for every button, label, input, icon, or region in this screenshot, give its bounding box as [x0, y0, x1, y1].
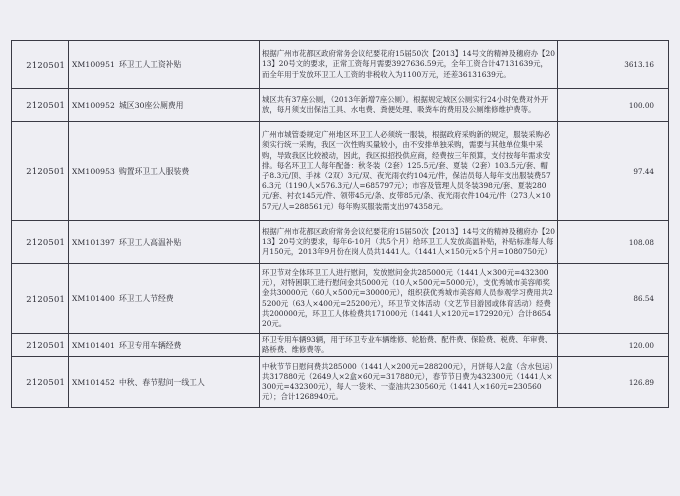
project-cell — [69, 41, 260, 89]
function-code: 2120501 — [12, 122, 69, 221]
amount: 100.00 — [558, 89, 669, 122]
project-cell — [69, 89, 260, 122]
project-cell — [69, 264, 260, 334]
project-description: 根据广州市花都区政府常务会议纪要花府15届50次【2013】14号文的精神及穗府办【2013】20号文的要求，正常工资每月需要3927636.59元，全年工资合计47131639元，而全年用于发放环卫工人工资的非税收入为1100万元，还差36131639元。 — [260, 41, 558, 89]
amount: 120.00 — [558, 334, 669, 357]
project-description: 环卫节对全体环卫工人进行慰问，发放慰问金共285000元（1441人×300元=432300元），对特困职工进行慰问金共5000元（10人×500元=5000元），支优秀城市美容师奖金共30000元（60人×500元=30000元），组织获优秀城市美容师人员参观学习费用共25200元（63人×400元=25200元），环卫节文体活动（文艺节目游园或体育活动）经费共200000元，环卫工人体检费共171000元（1441人×120元=172920元）合计865420元。 — [260, 264, 558, 334]
project-description: 城区共有37座公厕，（2013年新增7座公厕）。根据规定城区公厕实行24小时免费对外开放，每月须支出保洁工具、水电费、粪便处理、吸粪车的费用及公厕维修维护费等。 — [260, 89, 558, 122]
function-code: 2120501 — [12, 41, 69, 89]
project-cell — [69, 334, 260, 357]
project-description: 环卫专用车辆93辆，用于环卫专业车辆维修、轮胎费、配件费、保险费、税费、年审费、路桥费、维修费等。 — [260, 334, 558, 357]
function-code: 2120501 — [12, 357, 69, 408]
project-description: 根据广州市花都区政府常务会议纪要花府15届50次【2013】14号文的精神及穗府办【2013】20号文的要求，每年6-10月（共5个月）给环卫工人发放高温补贴，补贴标准每人每月150元，2013年9月份在岗人员共1441人。（1441人×150元×5个月=1080750元） — [260, 221, 558, 264]
project-description: 广州市城管委规定广州地区环卫工人必须统一服装，根据政府采购新的规定，服装采购必须实行统一采购，我区一次性购买量较小，由不安排单独采购，需要与其他单位集中采购，导致我区比较被动，因此，我区拟招投供应商，经费按三年预算，支付按每年需求安排。每名环卫工人每年配备：秋冬装（2套）125.5元/套、夏装（2套）103.5元/套、帽子8.3元/顶、手袜（2双）3元/双、夜光雨衣约104元/件，保洁员每人每年支出服装费576.3元（1190人×576.3元/人=685797元）；市容及管理人员冬装398元/套、夏装280元/套、衬衣145元/件、领带45元/条、皮带85元/条、夜光雨衣件104元/件（273人×1057元/人=288561元）每年购买服装需支出974358元。 — [260, 122, 558, 221]
table-row — [12, 89, 669, 122]
project-name: 环卫专用车辆经费 — [118, 340, 182, 350]
project-id: XM100951 — [72, 60, 115, 69]
amount: 3613.16 — [558, 41, 669, 89]
project-id: XM101397 — [72, 237, 115, 247]
function-code: 2120501 — [12, 264, 69, 334]
amount: 97.44 — [558, 122, 669, 221]
project-id: XM101400 — [72, 294, 115, 303]
project-id: XM101452 — [72, 377, 115, 387]
amount: 86.54 — [558, 264, 669, 334]
project-name: 环卫工人节经费 — [118, 294, 174, 303]
function-code: 2120501 — [12, 221, 69, 264]
project-name: 环卫工人工资补贴 — [118, 60, 182, 69]
project-name: 中秋、春节慰问一线工人 — [118, 377, 205, 387]
table-row — [12, 41, 669, 89]
project-id: XM101401 — [72, 340, 115, 350]
project-description: 中秋节节日慰问费共285000（1441人×200元=288200元），月饼每人2盒（含水包运）共317880元（2649人×2盒×60元=317880元），春节节日费为432300元（1441人×300元=432300元），每人一袋米、一壶油共230560元（1441人×160元=230560元）；合计1268940元。 — [260, 357, 558, 408]
project-name: 购置环卫工人服装费 — [118, 166, 190, 176]
table-row — [12, 357, 669, 408]
amount: 108.08 — [558, 221, 669, 264]
table-row — [12, 334, 669, 357]
project-cell — [69, 122, 260, 221]
function-code: 2120501 — [12, 89, 69, 122]
table-row — [12, 122, 669, 221]
amount: 126.89 — [558, 357, 669, 408]
project-name: 环卫工人高温补贴 — [118, 237, 182, 247]
budget-table — [11, 40, 669, 408]
function-code: 2120501 — [12, 334, 69, 357]
table-row — [12, 264, 669, 334]
project-id: XM100952 — [72, 100, 115, 110]
project-cell — [69, 221, 260, 264]
project-cell — [69, 357, 260, 408]
project-name: 城区30座公厕费用 — [118, 100, 184, 110]
project-id: XM100953 — [72, 166, 115, 176]
table-row — [12, 221, 669, 264]
